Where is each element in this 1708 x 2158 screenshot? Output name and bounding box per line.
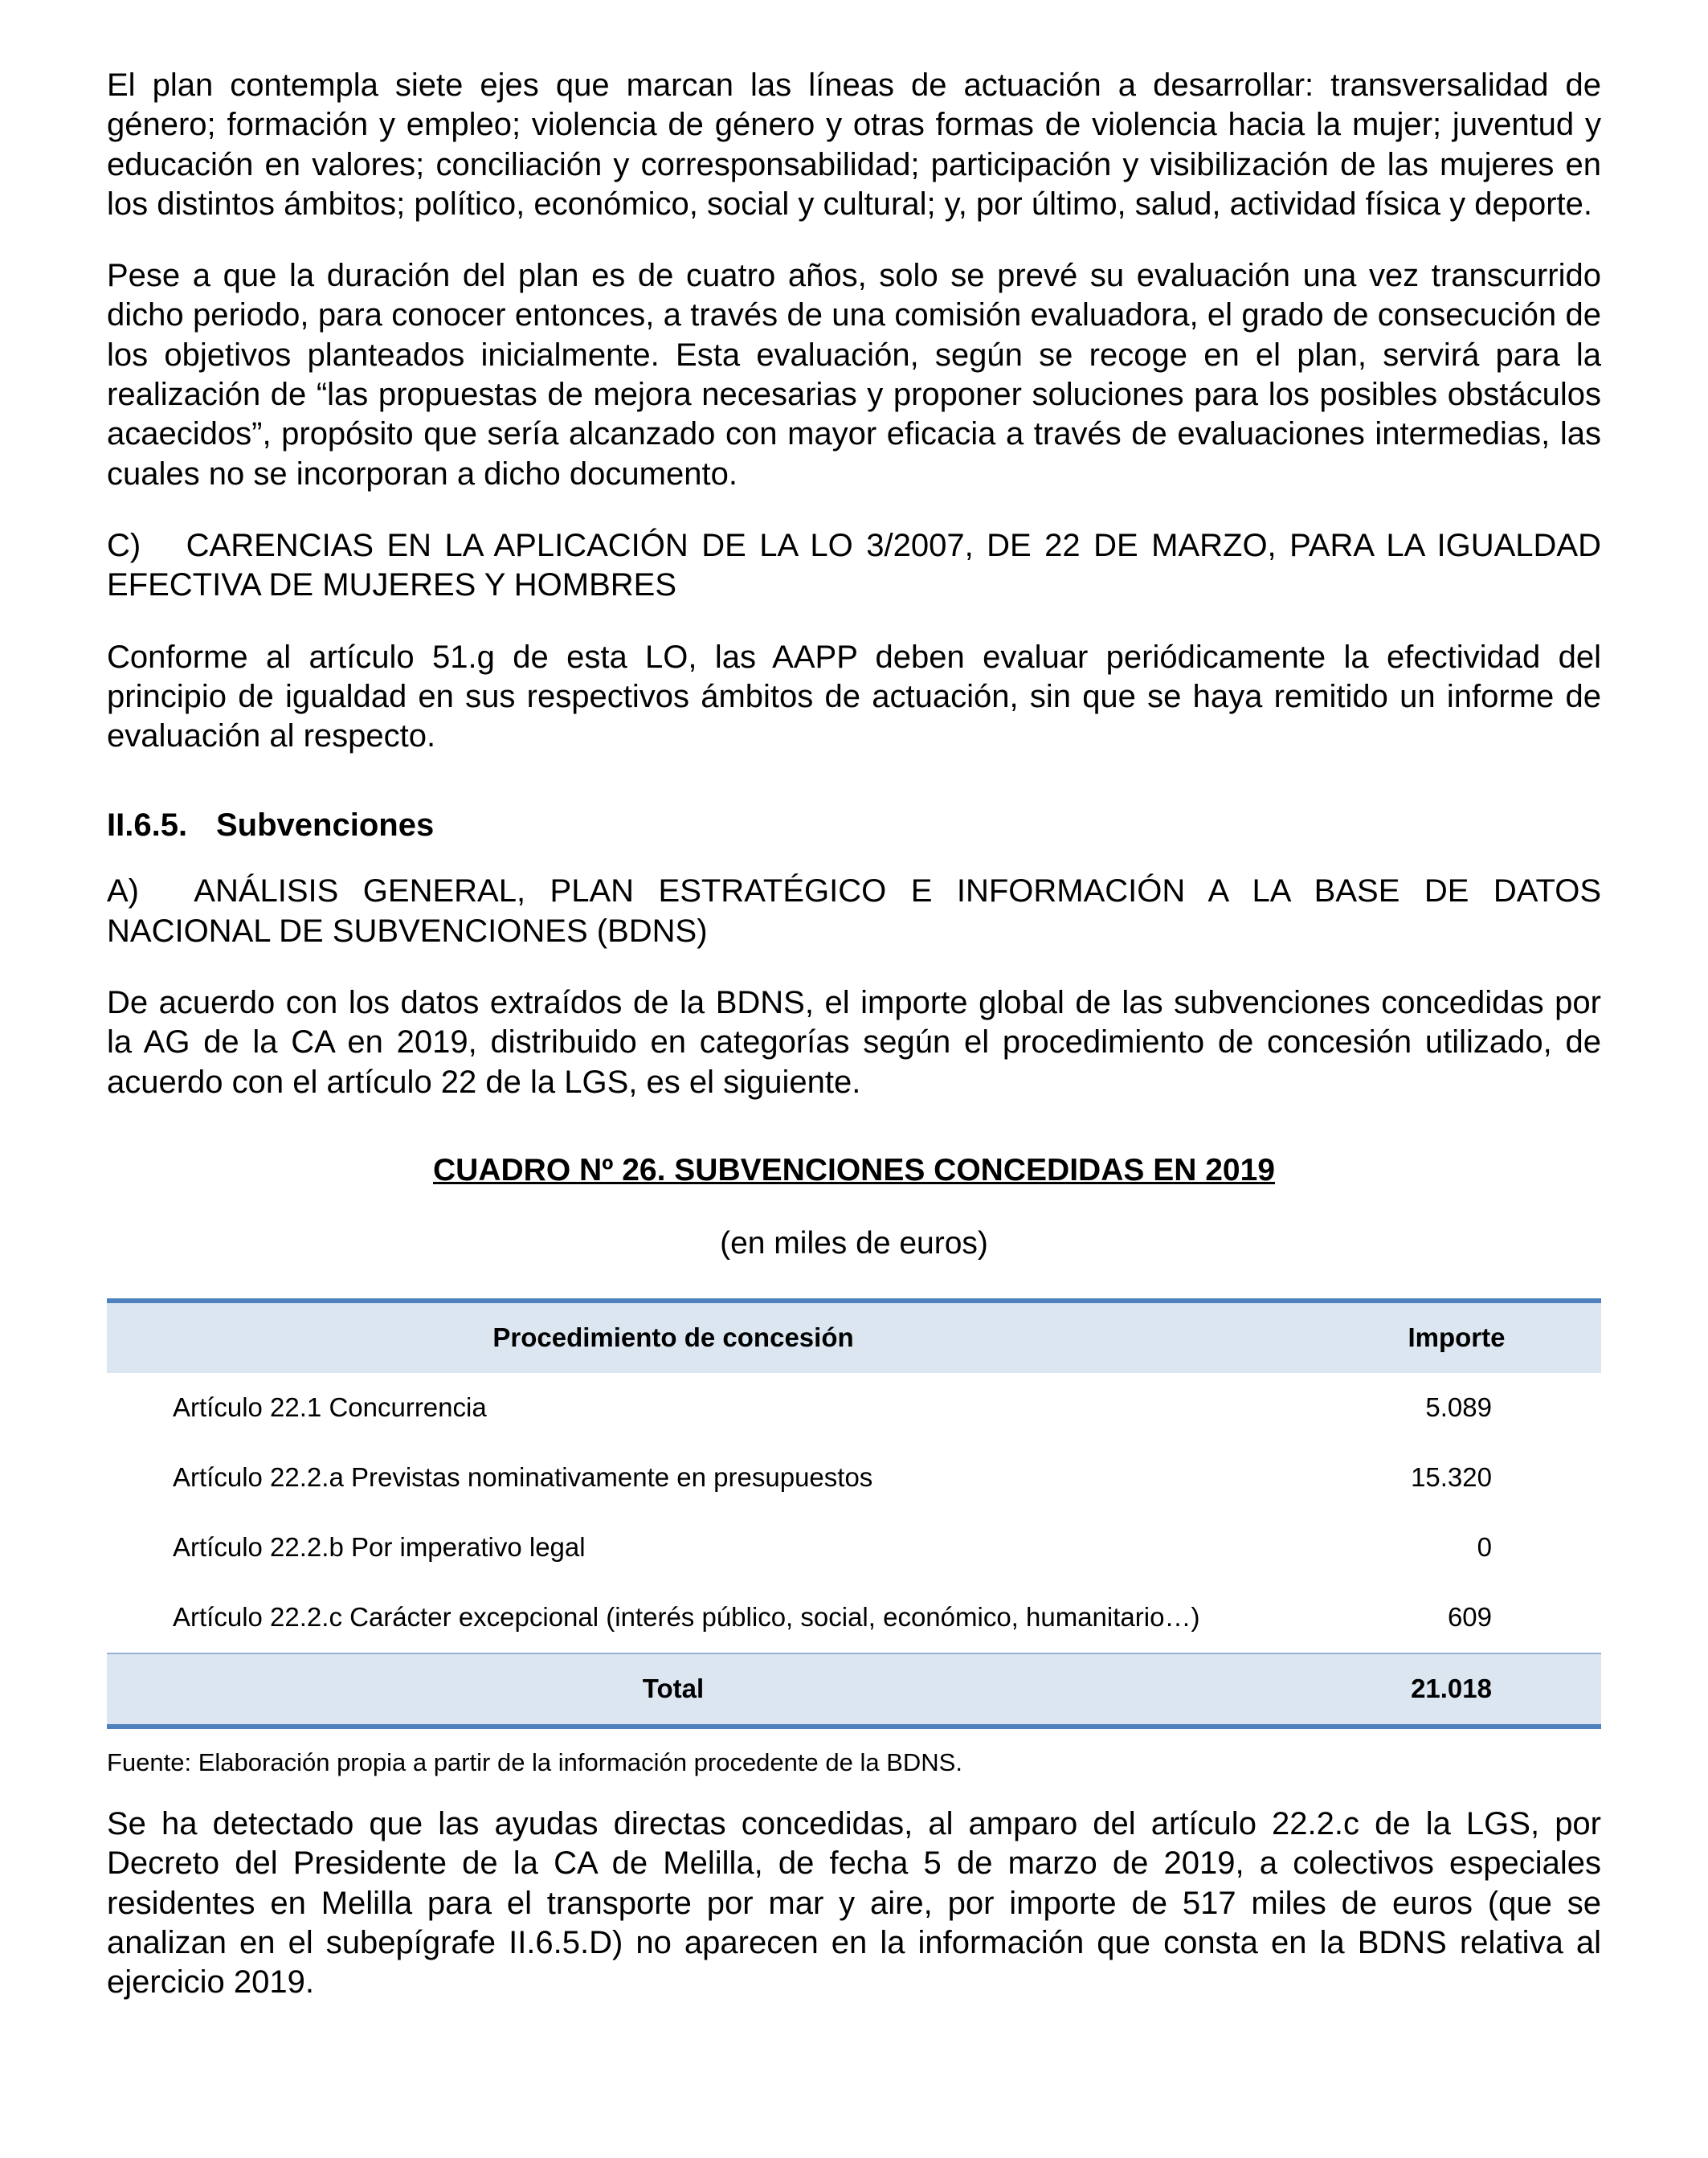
- row-procedure: Artículo 22.2.b Por imperativo legal: [173, 1532, 586, 1563]
- paragraph-bdns-data: De acuerdo con los datos extraídos de la BDNS, el importe global de las subvenciones concedidas por la AG de la CA en 2019, distribuido en categorías según el procedimiento de concesión utilizado, de acuerdo con el artículo 22 de la LGS, es el siguiente.: [107, 985, 1601, 1100]
- row-amount: 5.089: [1425, 1392, 1492, 1423]
- row-amount: 609: [1447, 1602, 1492, 1633]
- paragraph-article-51g: Conforme al artículo 51.g de esta LO, las AAPP deben evaluar periódicamente la efectividad del principio de igualdad en sus respectivos ámbitos de actuación, sin que se haya remitido un informe de evaluación al respecto.: [107, 639, 1601, 754]
- row-amount: 15.320: [1411, 1462, 1492, 1493]
- header-amount: Importe: [1344, 1301, 1601, 1373]
- table-total-row: [107, 1653, 1601, 1727]
- paragraph-direct-aid: Se ha detectado que las ayudas directas concedidas, al amparo del artículo 22.2.c de la LGS, por Decreto del Presidente de la CA de Melilla, de fecha 5 de marzo de 2019, a colectivos especiales residentes en Melilla para el transporte por mar y aire, por importe de 517 miles de euros (que se analizan en el subepígrafe II.6.5.D) no aparecen en la información que consta en la BDNS relativa al ejercicio 2019.: [107, 1805, 1601, 2001]
- table-header-row: [107, 1301, 1601, 1373]
- heading-c-carencias: C) CARENCIAS EN LA APLICACIÓN DE LA LO 3/2007, DE 22 DE MARZO, PARA LA IGUALDAD EFECTIVA DE MUJERES Y HOMBRES: [107, 527, 1601, 603]
- subsidies-table: [107, 1298, 1601, 1729]
- document-page: [107, 66, 1601, 2002]
- row-procedure: Artículo 22.2.a Previstas nominativamente en presupuestos: [173, 1462, 873, 1493]
- paragraph-plan-evaluation: Pese a que la duración del plan es de cuatro años, solo se prevé su evaluación una vez transcurrido dicho periodo, para conocer entonces, a través de una comisión evaluadora, el grado de consecución de los objetivos planteados inicialmente. Esta evaluación, según se recoge en el plan, servirá para la realización de “las propuestas de mejora necesarias y proponer soluciones para los posibles obstáculos acaecidos”, propósito que sería alcanzado con mayor eficacia a través de evaluaciones intermedias, las cuales no se incorporan a dicho documento.: [107, 258, 1601, 492]
- row-procedure: Artículo 22.2.c Carácter excepcional (interés público, social, económico, humanitario…): [173, 1602, 1200, 1633]
- table-row: [107, 1373, 1601, 1443]
- paragraph-plan-axes: El plan contempla siete ejes que marcan las líneas de actuación a desarrollar: transversalidad de género; formación y empleo; violencia de género y otras formas de violencia hacia la mujer; juventud y educación en valores; conciliación y corresponsabilidad; participación y visibilización de las mujeres en los distintos ámbitos; político, económico, social y cultural; y, por último, salud, actividad física y deporte.: [107, 67, 1601, 222]
- total-amount: 21.018: [1344, 1653, 1601, 1727]
- header-procedure: Procedimiento de concesión: [107, 1301, 1344, 1373]
- table-subtitle: (en miles de euros): [720, 1225, 988, 1261]
- section-title: Subvenciones: [216, 807, 435, 844]
- total-label: Total: [107, 1653, 1344, 1727]
- row-procedure: Artículo 22.1 Concurrencia: [173, 1392, 487, 1423]
- table-row: [107, 1513, 1601, 1583]
- table-row: [107, 1583, 1601, 1653]
- section-heading: [107, 806, 1601, 845]
- table-title: CUADRO Nº 26. SUBVENCIONES CONCEDIDAS EN 2019: [433, 1152, 1275, 1187]
- table-row: [107, 1443, 1601, 1513]
- table-source-note: Fuente: Elaboración propia a partir de la información procedente de la BDNS.: [107, 1747, 962, 1776]
- section-number: II.6.5.: [107, 807, 188, 844]
- heading-a-analisis: A) ANÁLISIS GENERAL, PLAN ESTRATÉGICO E INFORMACIÓN A LA BASE DE DATOS NACIONAL DE SUBVENCIONES (BDNS): [107, 873, 1601, 949]
- row-amount: 0: [1477, 1532, 1492, 1563]
